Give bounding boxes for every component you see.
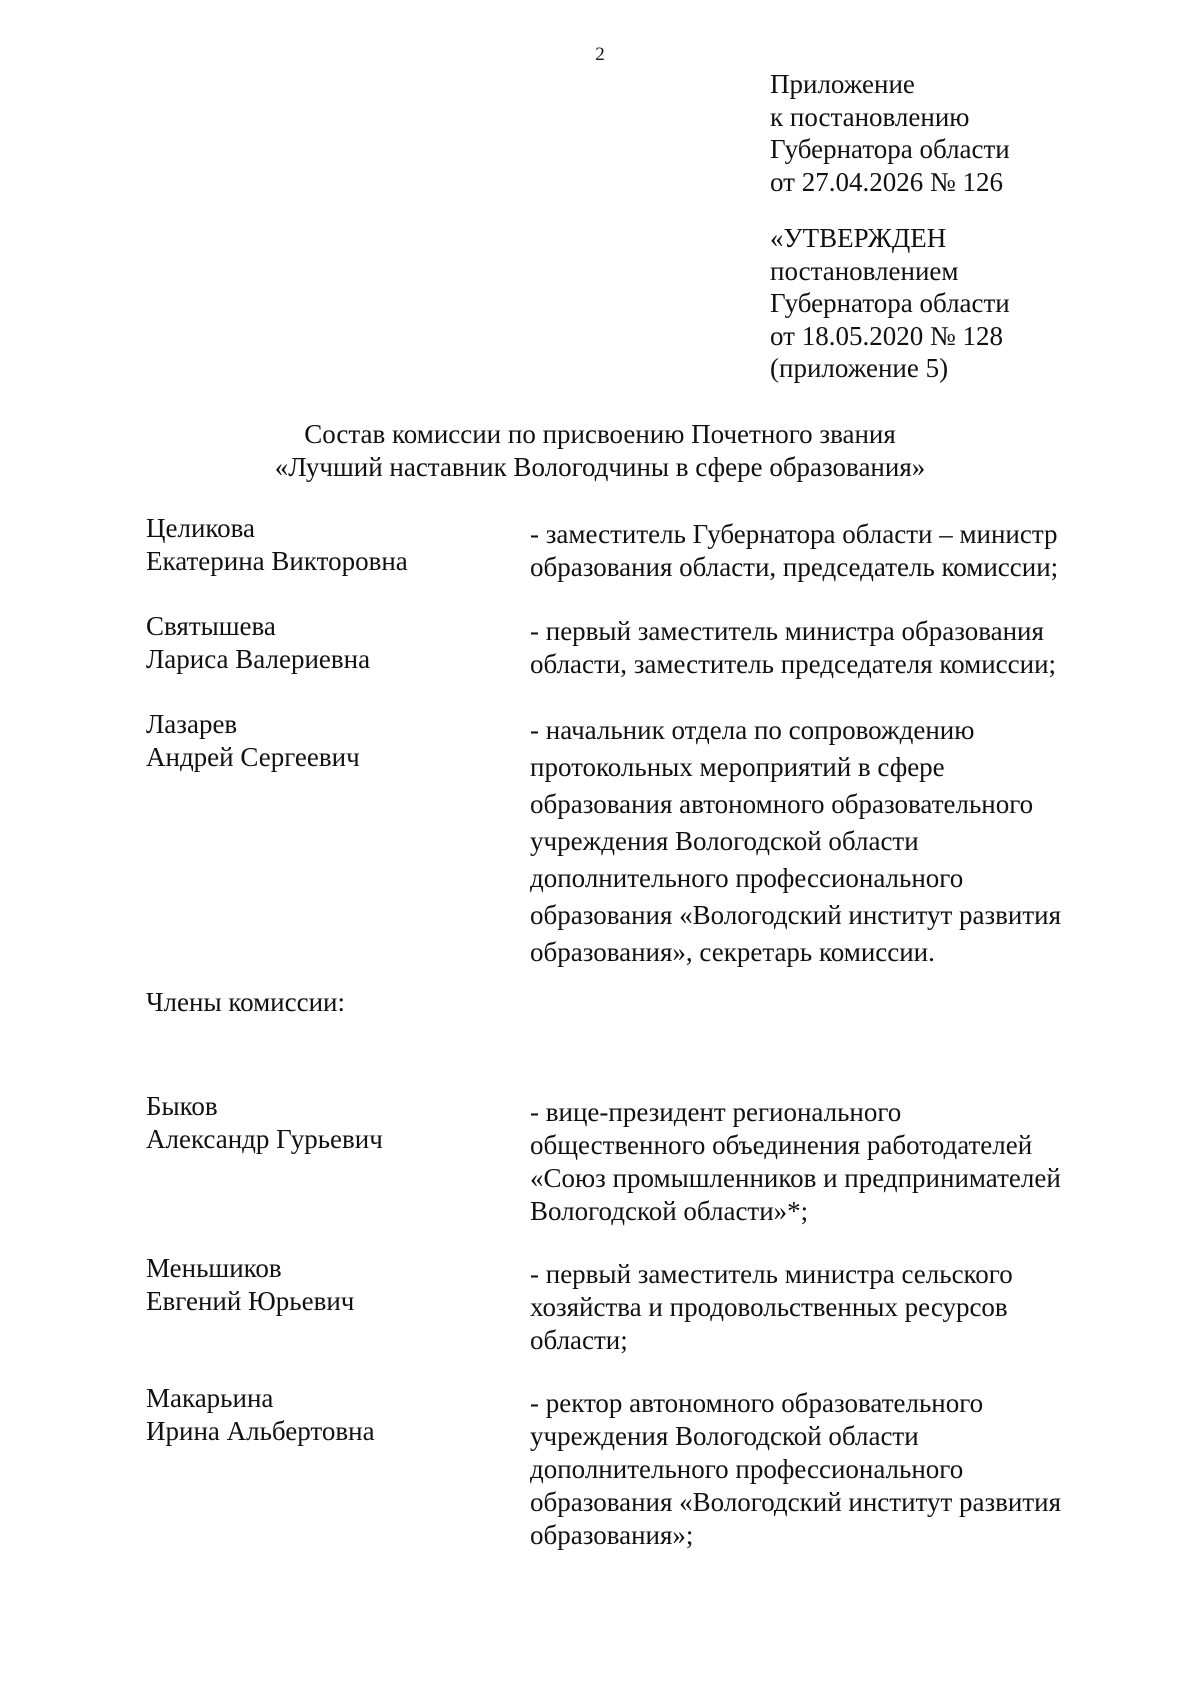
person-role — [530, 712, 1130, 971]
role-line: - первый заместитель министра образования — [530, 616, 1044, 646]
person-role — [530, 615, 1130, 681]
given-names: Александр Гурьевич — [146, 1124, 383, 1154]
given-names: Ирина Альбертовна — [146, 1416, 375, 1446]
approval-block — [770, 222, 1010, 385]
page-number: 2 — [595, 44, 605, 65]
approval-line: постановлением — [770, 255, 959, 286]
role-line: образования автономного образовательного — [530, 789, 1034, 819]
given-names: Андрей Сергеевич — [146, 742, 360, 772]
surname: Быков — [146, 1091, 218, 1121]
role-line: образования», секретарь комиссии. — [530, 937, 935, 967]
role-line: Вологодской области»*; — [530, 1196, 809, 1226]
role-line: образования «Вологодский институт развития — [530, 1487, 1062, 1517]
person-name — [146, 1252, 354, 1318]
person-name — [146, 1090, 383, 1156]
person-role — [530, 1387, 1130, 1552]
role-line: учреждения Вологодской области — [530, 826, 919, 856]
person-name — [146, 512, 408, 578]
appendix-line: Губернатора области — [770, 134, 1010, 164]
role-line: протокольных мероприятий в сфере — [530, 752, 945, 782]
title-line: Состав комиссии по присвоению Почетного звания — [304, 419, 896, 449]
person-name — [146, 610, 370, 676]
surname: Святышева — [146, 611, 276, 641]
role-line: - вице-президент регионального — [530, 1097, 902, 1127]
surname: Макарьина — [146, 1383, 274, 1413]
role-line: - первый заместитель министра сельского — [530, 1259, 1013, 1289]
role-line: образования»; — [530, 1520, 694, 1550]
role-line: общественного объединения работодателей — [530, 1130, 1033, 1160]
role-line: области; — [530, 1325, 628, 1355]
role-line: - ректор автономного образовательного — [530, 1388, 984, 1418]
approval-line: (приложение 5) — [770, 353, 949, 383]
role-line: области, заместитель председателя комиссии; — [530, 649, 1057, 679]
role-line: хозяйства и продовольственных ресурсов — [530, 1292, 1008, 1322]
appendix-line: Приложение — [770, 69, 915, 99]
role-line: дополнительного профессионального — [530, 863, 964, 893]
person-role — [530, 1258, 1130, 1357]
person-name — [146, 1382, 375, 1448]
given-names: Екатерина Викторовна — [146, 546, 408, 576]
given-names: Лариса Валериевна — [146, 644, 371, 674]
appendix-block — [770, 68, 1010, 198]
surname: Меньшиков — [146, 1253, 282, 1283]
given-names: Евгений Юрьевич — [146, 1286, 355, 1316]
appendix-line: к постановлению — [770, 101, 970, 132]
approval-line: Губернатора области — [770, 288, 1010, 318]
person-name — [146, 708, 360, 774]
approval-line: «УТВЕРЖДЕН — [770, 223, 947, 253]
person-role — [530, 1096, 1130, 1228]
surname: Целикова — [146, 513, 256, 543]
title-line: «Лучший наставник Вологодчины в сфере образования» — [274, 452, 926, 482]
approval-line: от 18.05.2020 № 128 — [770, 320, 1003, 351]
document-title — [0, 418, 1200, 484]
role-line: - заместитель Губернатора области – министр — [530, 519, 1058, 549]
members-heading: Члены комиссии: — [146, 987, 345, 1017]
person-role — [530, 518, 1130, 584]
appendix-line: от 27.04.2026 № 126 — [770, 166, 1003, 197]
role-line: дополнительного профессионального — [530, 1454, 964, 1484]
surname: Лазарев — [146, 709, 238, 739]
role-line: «Союз промышленников и предпринимателей — [530, 1163, 1061, 1193]
role-line: - начальник отдела по сопровождению — [530, 715, 975, 745]
role-line: образования области, председатель комиссии; — [530, 552, 1059, 582]
role-line: учреждения Вологодской области — [530, 1421, 919, 1451]
role-line: образования «Вологодский институт развития — [530, 900, 1062, 930]
